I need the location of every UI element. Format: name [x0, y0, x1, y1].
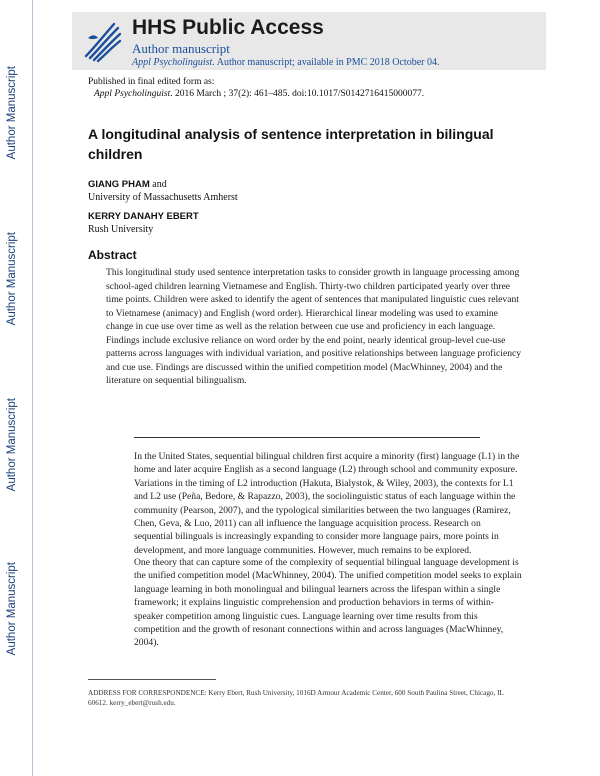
side-label-author-manuscript: Author Manuscript — [6, 66, 18, 160]
side-label-author-manuscript: Author Manuscript — [6, 562, 18, 656]
footnote-divider — [88, 679, 216, 680]
author-affiliation: University of Massachusetts Amherst — [88, 192, 238, 203]
author-block — [88, 210, 199, 236]
citation-journal: Appl Psycholinguist — [94, 89, 171, 99]
citation-details: . 2016 March ; 37(2): 461–485. doi:10.1017/S0142716415000077. — [170, 89, 425, 99]
author-manuscript-label: Author manuscript — [132, 41, 230, 56]
side-label-author-manuscript: Author Manuscript — [6, 398, 18, 492]
publication-info — [88, 76, 424, 100]
hhs-eagle-logo-icon — [80, 18, 124, 64]
journal-name: Appl Psycholinguist — [132, 57, 213, 68]
side-label-author-manuscript: Author Manuscript — [6, 232, 18, 326]
abstract-heading: Abstract — [88, 248, 137, 262]
correspondence-footnote: ADDRESS FOR CORRESPONDENCE: Kerry Ebert, Rush University, 1016D Armour Academic Center, 600 South Paulina Street, Chicago, IL 60612. kerry_ebert@rush.edu. — [88, 689, 504, 708]
body-paragraph: One theory that can capture some of the complexity of sequential bilingual language development is the unified competition model (MacWhinney, 2004). The unified competition model seeks to explain language learning in both monolingual and bilingual learners across the lifespan within a single framework; it explains linguistic comprehension and production behaviors in terms of within-speaker competition among linguistic cues. Language learning over time results from this competition and the growth of resonant connections within and across languages (MacWhinney, 2004). — [134, 557, 522, 649]
author-block — [88, 178, 238, 204]
abstract-text: This longitudinal study used sentence interpretation tasks to consider growth in language processing among school-aged children learning Vietnamese and English. Thirty-two children participated yearly over three time points. Children were asked to identify the agent of sentences that manipulated linguistic cues relevant to Vietnamese (animacy) and English (word order). Hierarchical linear modeling was used to examine change in cue use over time as well as the relation between cue use and proficiency in each language. Findings include exclusive reliance on word order by the end point, nearly identical group-level cue-use patterns across languages with individual variation, and positive relationships between language proficiency and cue use. Findings are discussed within the unified competition model (MacWhinney, 2004) and the literature on sequential bilingualism. — [106, 267, 522, 386]
published-label: Published in final edited form as: — [88, 77, 215, 87]
article-title: A longitudinal analysis of sentence interpretation in bilingual children — [88, 126, 494, 162]
citation-line — [88, 88, 424, 100]
pmc-availability-line — [132, 57, 439, 68]
section-divider — [134, 437, 480, 438]
availability-text: . Author manuscript; available in PMC 2018 October 04. — [212, 57, 440, 68]
hhs-public-access-title: HHS Public Access — [132, 16, 324, 39]
author-name: KERRY DANAHY EBERT — [88, 211, 199, 222]
hhs-header-banner — [72, 12, 546, 70]
side-divider — [32, 0, 33, 776]
author-affiliation: Rush University — [88, 224, 154, 235]
body-paragraph: In the United States, sequential bilingual children first acquire a minority (first) language (L1) in the home and later acquire English as a second language (L2) through school and community exposure. Variations in the timing of L2 introduction (Hakuta, Bialystok, & Wiley, 2003), the contexts for L1 and L2 use (Peña, Bedore, & Rapazzo, 2003), the sociolinguistic status of each language within the community (Pearson, 2007), and the typological similarities between the two languages (Ramirez, Chen, Geva, & Luo, 2011) can all influence the language acquisition process. Research on sequential bilinguals is increasingly expanding to consider more language pairs, more points in development, and more language communities. However, much remains to be explored. — [134, 451, 520, 556]
author-conjunction: and — [149, 179, 167, 190]
author-name: GIANG PHAM — [88, 179, 150, 190]
